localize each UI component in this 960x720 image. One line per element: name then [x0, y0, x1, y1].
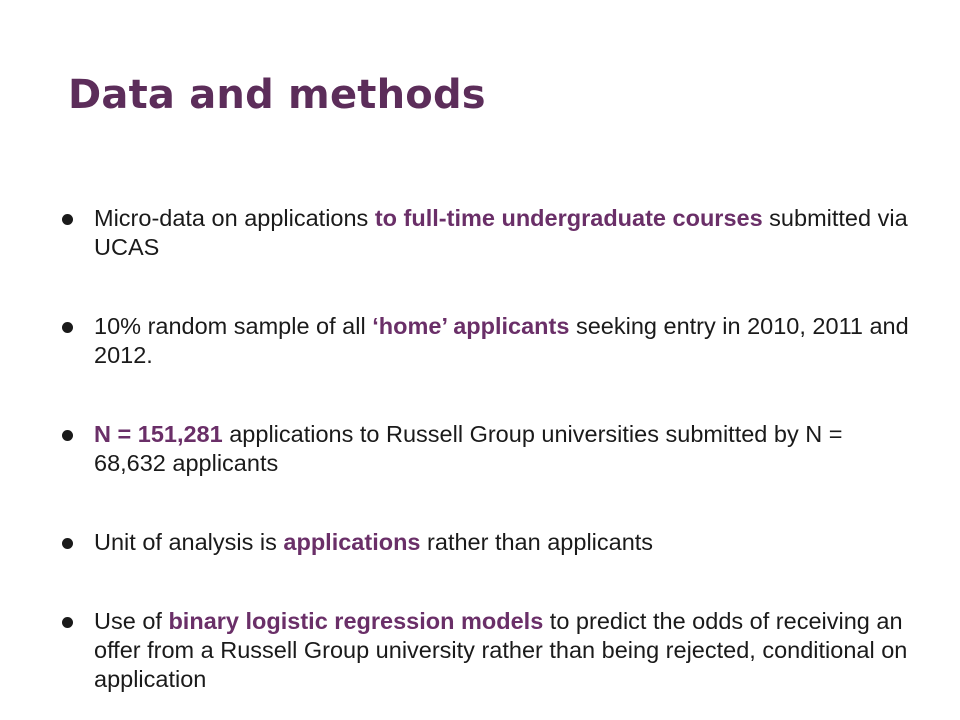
bullet-highlight-segment: to full-time undergraduate courses	[374, 205, 763, 231]
bullet-dot-icon	[62, 322, 73, 333]
bullet-item	[56, 312, 916, 370]
bullet-text-segment: Use of	[94, 608, 169, 634]
bullet-item	[56, 420, 916, 478]
bullet-highlight-segment: ‘home’ applicants	[372, 313, 570, 339]
bullet-dot-icon	[62, 214, 73, 225]
bullet-text-segment: Unit of analysis is	[94, 529, 284, 555]
bullet-item	[56, 528, 916, 557]
bullet-text-segment: submitted via UCAS	[94, 205, 908, 260]
bullet-text-segment: 10% random sample of all	[94, 313, 373, 339]
slide-title: Data and methods	[68, 72, 486, 118]
bullet-text-segment: Micro-data on applications	[94, 205, 375, 231]
bullet-item	[56, 204, 916, 262]
bullet-text-segment: applications to Russell Group universities submitted by N = 68,632 applicants	[94, 421, 843, 476]
bullet-text	[94, 205, 908, 260]
bullet-highlight-segment: N = 151,281	[94, 421, 223, 447]
bullet-highlight-segment: binary logistic regression models	[168, 608, 544, 634]
bullet-dot-icon	[62, 430, 73, 441]
bullet-text	[94, 529, 653, 555]
bullet-highlight-segment: applications	[283, 529, 421, 555]
bullet-item	[56, 607, 916, 694]
bullet-text-segment: rather than applicants	[420, 529, 654, 555]
bullet-text	[94, 608, 907, 692]
bullet-list	[56, 204, 916, 694]
bullet-text-segment: seeking entry in 2010, 2011 and 2012.	[94, 313, 909, 368]
bullet-text	[94, 313, 909, 368]
bullet-dot-icon	[62, 617, 73, 628]
bullet-dot-icon	[62, 538, 73, 549]
bullet-text-segment: to predict the odds of receiving an offer from a Russell Group university rather than being rejected, conditional on application	[94, 608, 908, 692]
bullet-text	[94, 421, 842, 476]
